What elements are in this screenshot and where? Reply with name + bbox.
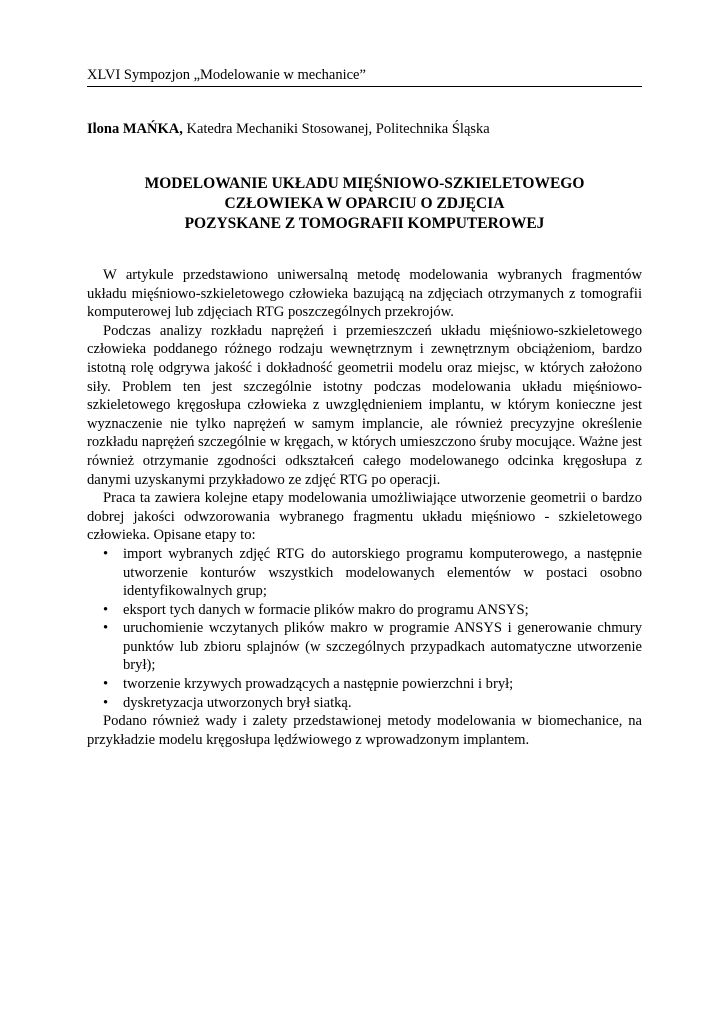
paragraph-4: Podano również wady i zalety przedstawionej metody modelowania w biomechanice, na przykładzie modelu kręgosłupa lędźwiowego z wprowadzonym implantem. (87, 713, 642, 748)
bullet-icon: • (103, 676, 109, 693)
list-item (87, 545, 642, 601)
list-item-text: uruchomienie wczytanych plików makro w programie ANSYS i generowanie chmury punktów lub zbioru splajnów (w szczególnych przypadkach automatyczne utworzenie brył); (123, 620, 642, 674)
bullet-icon: • (103, 601, 109, 618)
author-line (87, 120, 647, 138)
title-line-1: MODELOWANIE UKŁADU MIĘŚNIOWO-SZKIELETOWEGO (144, 175, 585, 192)
list-item (87, 694, 642, 713)
author-name: Ilona MAŃKA, (87, 121, 183, 137)
bullet-icon: • (103, 620, 109, 637)
list-item-text: import wybranych zdjęć RTG do autorskiego programu komputerowego, a następnie utworzenie konturów wszystkich modelowanych elementów w postaci osobno identyfikowalnych grup; (123, 545, 642, 600)
running-header: XLVI Sympozjon „Modelowanie w mechanice” (87, 66, 642, 87)
bullet-icon: • (103, 694, 109, 711)
list-item-text: tworzenie krzywych prowadzących a następnie powierzchni i brył; (123, 676, 514, 693)
author-affiliation: Katedra Mechaniki Stosowanej, Politechnika Śląska (182, 121, 490, 137)
list-item (87, 675, 642, 694)
list-item-text: eksport tych danych w formacie plików makro do programu ANSYS; (123, 601, 529, 618)
bullet-icon: • (103, 545, 109, 562)
paragraph-2: Podczas analizy rozkładu naprężeń i przemieszczeń układu mięśniowo-szkieletowego człowieka poddanego różnego rodzaju wewnętrznym i zewnętrznym obciążeniom, bardzo istotną rolę odgrywa jakość i dokładność geometrii modelu oraz miejsc, w których założono siły. Problem ten jest szczególnie istotny podczas modelowania układu mięśniowo-szkieletowego kręgosłupa człowieka z uwzględnieniem implantu, w którym konieczne jest wyznaczenie nie tylko naprężeń w samym implancie, ale również precyzyjne określenie rozkładu naprężeń szczególnie w kręgach, w których umieszczono śruby mocujące. Ważne jest również otrzymanie zgodności odkształceń całego modelowanego odcinka kręgosłupa z danymi uzyskanymi przykładowo ze zdjęć RTG po operacji. (87, 322, 642, 488)
steps-list (87, 545, 642, 712)
list-item (87, 601, 642, 620)
title-line-2: CZŁOWIEKA W OPARCIU O ZDJĘCIA (224, 195, 505, 212)
list-item-text: dyskretyzacja utworzonych brył siatką. (123, 694, 352, 711)
title-line-3: POZYSKANE Z TOMOGRAFII KOMPUTEROWEJ (184, 215, 545, 232)
abstract-body (87, 266, 642, 749)
paragraph-3: Praca ta zawiera kolejne etapy modelowania umożliwiające utworzenie geometrii o bardzo dobrej jakości odwzorowania wybranego fragmentu układu mięśniowo - szkieletowego człowieka. Opisane etapy to: (87, 490, 642, 544)
list-item (87, 619, 642, 675)
paper-title (87, 174, 642, 234)
paragraph-1: W artykule przedstawiono uniwersalną metodę modelowania wybranych fragmentów układu mięśniowo-szkieletowego człowieka bazującą na zdjęciach otrzymanych z tomografii komputerowej lub zdjęciach RTG poszczególnych przekrojów. (87, 267, 642, 321)
